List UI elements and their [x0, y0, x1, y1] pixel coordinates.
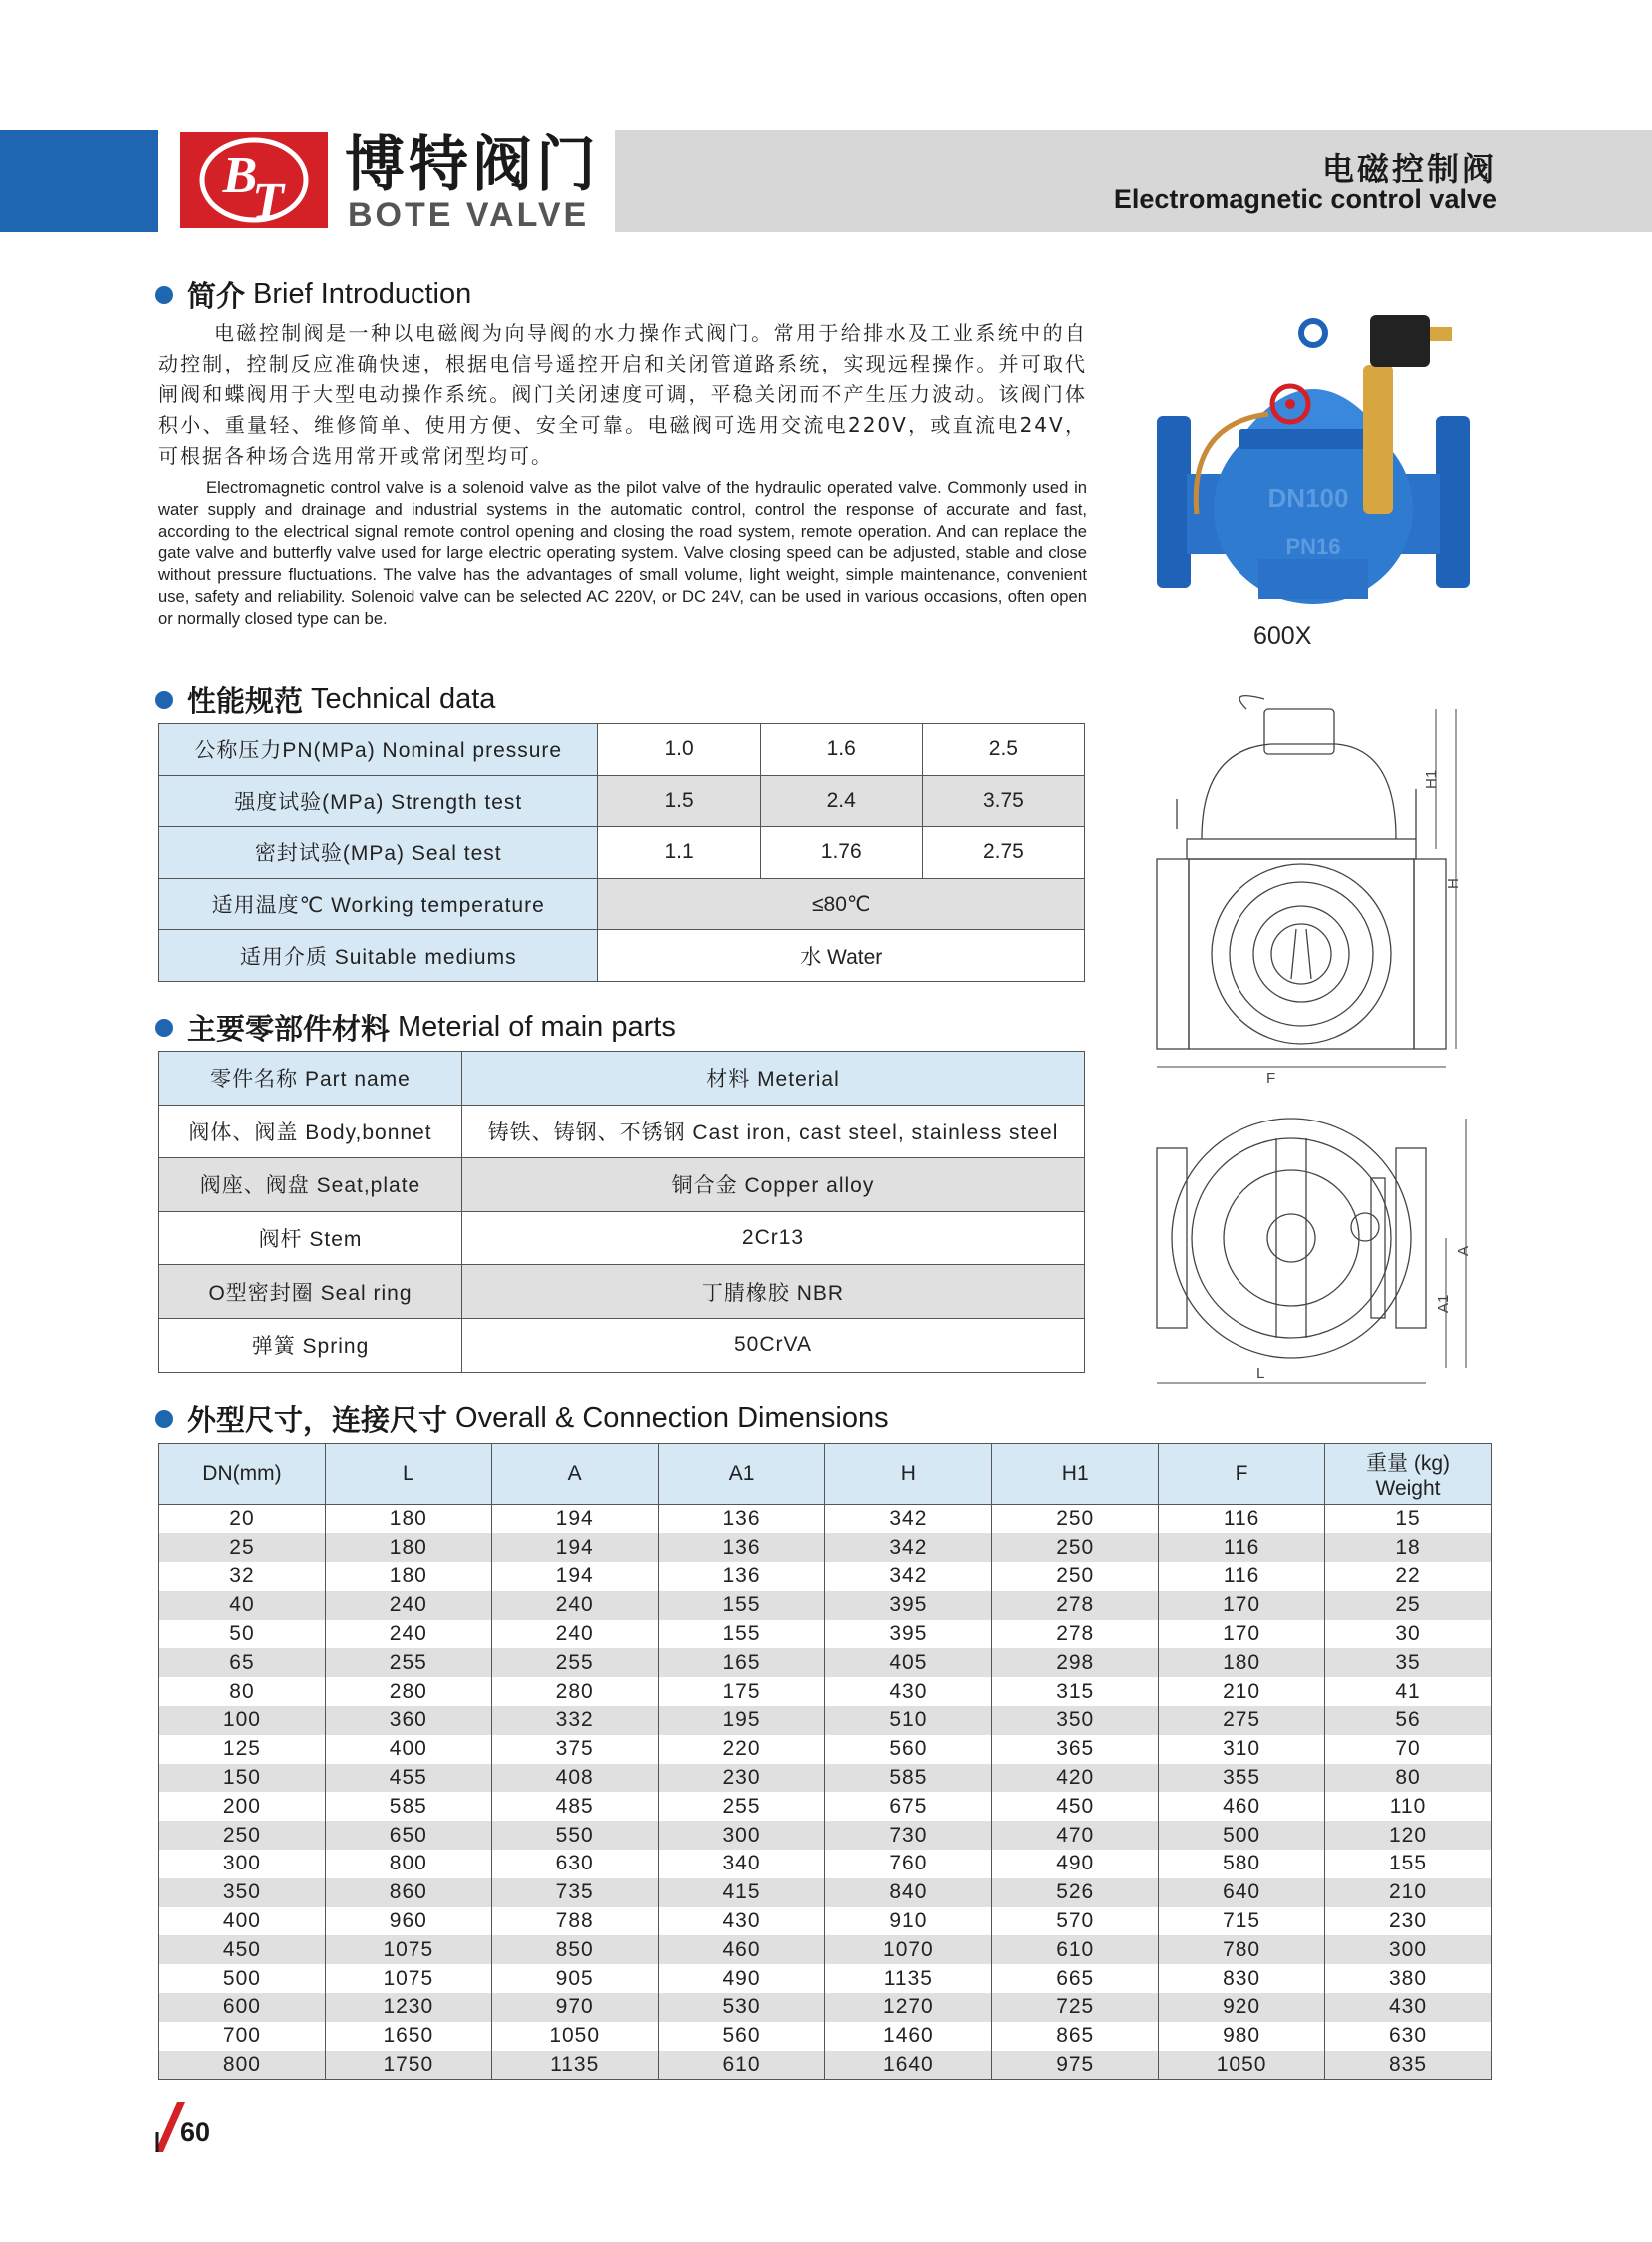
page-title-en: Electromagnetic control valve — [1113, 184, 1497, 214]
table-cell: 725 — [992, 1993, 1159, 2022]
table-row — [159, 1505, 1492, 1534]
table-row — [159, 1878, 1492, 1907]
table-cell: 50 — [159, 1620, 326, 1649]
table-row — [159, 1792, 1492, 1821]
table-cell: 250 — [992, 1505, 1159, 1534]
table-cell: 315 — [992, 1677, 1159, 1706]
table-cell: 342 — [825, 1505, 992, 1534]
table-cell: 500 — [1159, 1821, 1325, 1850]
table-cell: 1230 — [325, 1993, 491, 2022]
materials-table — [158, 1051, 1085, 1373]
table-cell: 500 — [159, 1964, 326, 1993]
table-cell: 970 — [491, 1993, 658, 2022]
table-cell: 1640 — [825, 2051, 992, 2080]
table-cell: 25 — [1325, 1591, 1492, 1620]
table-cell: 350 — [159, 1878, 326, 1907]
svg-text:A1: A1 — [1435, 1294, 1452, 1313]
table-cell: 510 — [825, 1706, 992, 1735]
table-cell: 280 — [325, 1677, 491, 1706]
table-cell: 275 — [1159, 1706, 1325, 1735]
svg-text:PN16: PN16 — [1285, 534, 1341, 559]
table-header-row: 零件名称 Part name 材料 Meterial — [159, 1052, 1085, 1106]
table-cell: 255 — [658, 1792, 825, 1821]
table-cell: 342 — [825, 1533, 992, 1562]
dimensions-table — [158, 1443, 1492, 2080]
table-cell: 278 — [992, 1620, 1159, 1649]
table-cell: 1075 — [325, 1935, 491, 1964]
table-cell: 41 — [1325, 1677, 1492, 1706]
table-cell: 860 — [325, 1878, 491, 1907]
table-cell: 460 — [1159, 1792, 1325, 1821]
table-cell: 116 — [1159, 1505, 1325, 1534]
table-row — [159, 1850, 1492, 1878]
materials-heading: 主要零部件材料 Meterial of main parts — [155, 1007, 676, 1048]
table-cell: 125 — [159, 1735, 326, 1764]
table-cell: 665 — [992, 1964, 1159, 1993]
table-cell: 580 — [1159, 1850, 1325, 1878]
table-cell: 975 — [992, 2051, 1159, 2080]
intro-text-en: Electromagnetic control valve is a solenoid valve as the pilot valve of the hydraulic operated valve. Commonly used in water supply and drainage and industrial systems in the automatic control, control the response of accurate and fast, according to the electrical signal remote control opening and closing the road system, remote operation. And can replace the gate valve and butterfly valve used for large electric operating system. Valve closing speed can be adjusted, stable and close without pressure fluctuations. The valve has the advantages of small volume, light weight, simple maintenance, convenient use, safety and reliability. Solenoid valve can be selected AC 220V, or DC 24V, can be used in various occasions, often open or normally closed type can be. — [158, 478, 1087, 628]
table-cell: 210 — [1325, 1878, 1492, 1907]
table-cell: 255 — [325, 1648, 491, 1677]
table-row — [159, 1648, 1492, 1677]
table-row — [159, 1620, 1492, 1649]
intro-heading: 简介 Brief Introduction — [155, 274, 471, 315]
bullet-icon — [155, 691, 173, 709]
table-cell: 194 — [491, 1533, 658, 1562]
table-cell: 80 — [1325, 1764, 1492, 1793]
table-cell: 1650 — [325, 2022, 491, 2051]
table-cell: 342 — [825, 1562, 992, 1591]
table-cell: 165 — [658, 1648, 825, 1677]
table-cell: 420 — [992, 1764, 1159, 1793]
valve-plan-drawing — [1147, 1099, 1486, 1388]
table-cell: 375 — [491, 1735, 658, 1764]
intro-text-cn: 电磁控制阀是一种以电磁阀为向导阀的水力操作式阀门。常用于给排水及工业系统中的自动控制，控制反应准确快速，根据电信号遥控开启和关闭管道路系统，实现远程操作。并可取代闸阀和蝶阀用于大型电动操作系统。阀门关闭速度可调，平稳关闭而不产生压力波动。该阀门体积小、重量轻、维修简单、使用方便、安全可靠。电磁阀可选用交流电220V，或直流电24V，可根据各种场合选用常开或常闭型均可。 — [158, 321, 1087, 468]
table-cell: 800 — [159, 2051, 326, 2080]
table-cell: 25 — [159, 1533, 326, 1562]
table-cell: 1460 — [825, 2022, 992, 2051]
table-cell: 490 — [658, 1964, 825, 1993]
table-cell: 332 — [491, 1706, 658, 1735]
table-cell: 1075 — [325, 1964, 491, 1993]
table-cell: 180 — [325, 1533, 491, 1562]
table-cell: 865 — [992, 2022, 1159, 2051]
bullet-icon — [155, 1019, 173, 1037]
table-cell: 300 — [159, 1850, 326, 1878]
table-cell: 175 — [658, 1677, 825, 1706]
table-row — [159, 1964, 1492, 1993]
table-cell: 255 — [491, 1648, 658, 1677]
table-cell: 136 — [658, 1562, 825, 1591]
table-cell: 230 — [658, 1764, 825, 1793]
table-cell: 180 — [1159, 1648, 1325, 1677]
table-cell: 910 — [825, 1907, 992, 1936]
table-cell: 298 — [992, 1648, 1159, 1677]
table-header-row: DN(mm) L A A1 H H1 F 重量 (kg) Weight — [159, 1444, 1492, 1505]
table-cell: 350 — [992, 1706, 1159, 1735]
table-cell: 415 — [658, 1878, 825, 1907]
table-cell: 450 — [159, 1935, 326, 1964]
table-cell: 194 — [491, 1505, 658, 1534]
table-cell: 550 — [491, 1821, 658, 1850]
table-cell: 760 — [825, 1850, 992, 1878]
table-row: 强度试验(MPa) Strength test 1.5 2.4 3.75 — [159, 775, 1085, 827]
table-cell: 788 — [491, 1907, 658, 1936]
table-cell: 630 — [491, 1850, 658, 1878]
svg-text:L: L — [1256, 1365, 1265, 1382]
table-cell: 780 — [1159, 1935, 1325, 1964]
table-row — [159, 1935, 1492, 1964]
table-cell: 150 — [159, 1764, 326, 1793]
table-cell: 1070 — [825, 1935, 992, 1964]
table-cell: 380 — [1325, 1964, 1492, 1993]
table-cell: 715 — [1159, 1907, 1325, 1936]
bullet-icon — [155, 286, 173, 304]
table-cell: 240 — [491, 1591, 658, 1620]
table-cell: 32 — [159, 1562, 326, 1591]
table-cell: 220 — [658, 1735, 825, 1764]
table-row: 适用介质 Suitable mediums 水 Water — [159, 930, 1085, 982]
table-cell: 1050 — [1159, 2051, 1325, 2080]
table-cell: 250 — [992, 1533, 1159, 1562]
table-cell: 116 — [1159, 1533, 1325, 1562]
table-cell: 155 — [658, 1620, 825, 1649]
table-cell: 100 — [159, 1706, 326, 1735]
table-cell: 1050 — [491, 2022, 658, 2051]
table-cell: 455 — [325, 1764, 491, 1793]
table-cell: 170 — [1159, 1591, 1325, 1620]
table-row: O型密封圈 Seal ring 丁腈橡胶 NBR — [159, 1265, 1085, 1319]
technical-data-table — [158, 723, 1085, 982]
table-cell: 800 — [325, 1850, 491, 1878]
table-cell: 400 — [325, 1735, 491, 1764]
table-cell: 430 — [658, 1907, 825, 1936]
table-cell: 230 — [1325, 1907, 1492, 1936]
table-cell: 180 — [325, 1562, 491, 1591]
brand-name-en: BOTE VALVE — [348, 196, 590, 234]
table-cell: 300 — [1325, 1935, 1492, 1964]
table-cell: 650 — [325, 1821, 491, 1850]
table-cell: 600 — [159, 1993, 326, 2022]
table-cell: 20 — [159, 1505, 326, 1534]
table-row — [159, 2022, 1492, 2051]
table-cell: 450 — [992, 1792, 1159, 1821]
dimensions-heading: 外型尺寸，连接尺寸 Overall & Connection Dimensions — [155, 1398, 889, 1439]
table-row — [159, 1562, 1492, 1591]
table-cell: 1135 — [491, 2051, 658, 2080]
table-cell: 430 — [1325, 1993, 1492, 2022]
page-title-cn: 电磁控制阀 — [1321, 150, 1497, 188]
table-cell: 250 — [159, 1821, 326, 1850]
table-cell: 640 — [1159, 1878, 1325, 1907]
table-cell: 408 — [491, 1764, 658, 1793]
table-cell: 850 — [491, 1935, 658, 1964]
table-cell: 195 — [658, 1706, 825, 1735]
table-cell: 585 — [825, 1764, 992, 1793]
table-cell: 200 — [159, 1792, 326, 1821]
table-cell: 80 — [159, 1677, 326, 1706]
table-cell: 70 — [1325, 1735, 1492, 1764]
bt-logo-icon — [180, 132, 328, 228]
table-cell: 735 — [491, 1878, 658, 1907]
table-row — [159, 1993, 1492, 2022]
weight-header: 重量 (kg) Weight — [1325, 1444, 1492, 1505]
bullet-icon — [155, 1410, 173, 1428]
table-row — [159, 1533, 1492, 1562]
table-cell: 250 — [992, 1562, 1159, 1591]
table-cell: 35 — [1325, 1648, 1492, 1677]
table-cell: 570 — [992, 1907, 1159, 1936]
table-cell: 110 — [1325, 1792, 1492, 1821]
technical-heading: 性能规范 Technical data — [155, 679, 495, 720]
table-row — [159, 1677, 1492, 1706]
table-row — [159, 1706, 1492, 1735]
table-cell: 170 — [1159, 1620, 1325, 1649]
table-cell: 1270 — [825, 1993, 992, 2022]
table-cell: 210 — [1159, 1677, 1325, 1706]
svg-text:H1: H1 — [1423, 769, 1440, 789]
table-cell: 40 — [159, 1591, 326, 1620]
table-row: 阀座、阀盘 Seat,plate 铜合金 Copper alloy — [159, 1158, 1085, 1212]
table-row: 适用温度℃ Working temperature ≤80℃ — [159, 878, 1085, 930]
table-cell: 278 — [992, 1591, 1159, 1620]
table-row — [159, 1591, 1492, 1620]
table-cell: 835 — [1325, 2051, 1492, 2080]
svg-text:F: F — [1266, 1070, 1276, 1084]
svg-text:A: A — [1455, 1245, 1472, 1256]
table-cell: 405 — [825, 1648, 992, 1677]
table-cell: 730 — [825, 1821, 992, 1850]
table-cell: 240 — [491, 1620, 658, 1649]
table-cell: 485 — [491, 1792, 658, 1821]
table-row: 密封试验(MPa) Seal test 1.1 1.76 2.75 — [159, 827, 1085, 879]
table-cell: 920 — [1159, 1993, 1325, 2022]
table-row — [159, 1764, 1492, 1793]
table-row — [159, 2051, 1492, 2080]
table-row: 阀体、阀盖 Body,bonnet 铸铁、铸钢、不锈钢 Cast iron, cast steel, stainless steel — [159, 1105, 1085, 1158]
table-cell: 300 — [658, 1821, 825, 1850]
table-cell: 240 — [325, 1591, 491, 1620]
model-caption: 600X — [1253, 622, 1312, 650]
table-cell: 675 — [825, 1792, 992, 1821]
table-cell: 1750 — [325, 2051, 491, 2080]
brand-name-cn: 博特阀门 — [345, 130, 600, 200]
table-cell: 526 — [992, 1878, 1159, 1907]
table-cell: 430 — [825, 1677, 992, 1706]
table-cell: 830 — [1159, 1964, 1325, 1993]
table-cell: 120 — [1325, 1821, 1492, 1850]
table-cell: 560 — [825, 1735, 992, 1764]
table-cell: 400 — [159, 1907, 326, 1936]
table-cell: 22 — [1325, 1562, 1492, 1591]
table-row — [159, 1821, 1492, 1850]
table-cell: 905 — [491, 1964, 658, 1993]
header-blue-block — [0, 130, 158, 232]
table-cell: 240 — [325, 1620, 491, 1649]
table-cell: 630 — [1325, 2022, 1492, 2051]
table-cell: 980 — [1159, 2022, 1325, 2051]
table-cell: 490 — [992, 1850, 1159, 1878]
table-cell: 610 — [992, 1935, 1159, 1964]
table-cell: 155 — [658, 1591, 825, 1620]
table-cell: 180 — [325, 1505, 491, 1534]
table-cell: 560 — [658, 2022, 825, 2051]
svg-text:T: T — [252, 173, 284, 228]
table-cell: 280 — [491, 1677, 658, 1706]
table-row — [159, 1735, 1492, 1764]
table-cell: 310 — [1159, 1735, 1325, 1764]
table-cell: 18 — [1325, 1533, 1492, 1562]
table-cell: 700 — [159, 2022, 326, 2051]
table-cell: 15 — [1325, 1505, 1492, 1534]
table-cell: 530 — [658, 1993, 825, 2022]
table-cell: 30 — [1325, 1620, 1492, 1649]
table-row: 公称压力PN(MPa) Nominal pressure 1.0 1.6 2.5 — [159, 724, 1085, 776]
table-row: 阀杆 Stem 2Cr13 — [159, 1211, 1085, 1265]
table-cell: 340 — [658, 1850, 825, 1878]
table-row: 弹簧 Spring 50CrVA — [159, 1318, 1085, 1372]
page-number: 60 — [180, 2117, 211, 2147]
table-cell: 460 — [658, 1935, 825, 1964]
valve-photo — [1149, 305, 1478, 609]
table-cell: 470 — [992, 1821, 1159, 1850]
table-cell: 395 — [825, 1620, 992, 1649]
table-cell: 65 — [159, 1648, 326, 1677]
table-cell: 360 — [325, 1706, 491, 1735]
table-cell: 56 — [1325, 1706, 1492, 1735]
valve-elevation-drawing — [1147, 689, 1476, 1084]
table-cell: 1135 — [825, 1964, 992, 1993]
table-cell: 136 — [658, 1533, 825, 1562]
table-cell: 840 — [825, 1878, 992, 1907]
table-row — [159, 1907, 1492, 1936]
svg-text:DN100: DN100 — [1267, 483, 1349, 513]
table-cell: 155 — [1325, 1850, 1492, 1878]
svg-text:H: H — [1445, 878, 1462, 889]
bote-logo — [180, 132, 328, 228]
table-cell: 395 — [825, 1591, 992, 1620]
table-cell: 116 — [1159, 1562, 1325, 1591]
table-cell: 610 — [658, 2051, 825, 2080]
table-cell: 355 — [1159, 1764, 1325, 1793]
table-cell: 585 — [325, 1792, 491, 1821]
table-cell: 194 — [491, 1562, 658, 1591]
table-cell: 136 — [658, 1505, 825, 1534]
table-cell: 365 — [992, 1735, 1159, 1764]
svg-text:B: B — [222, 147, 258, 204]
table-cell: 960 — [325, 1907, 491, 1936]
